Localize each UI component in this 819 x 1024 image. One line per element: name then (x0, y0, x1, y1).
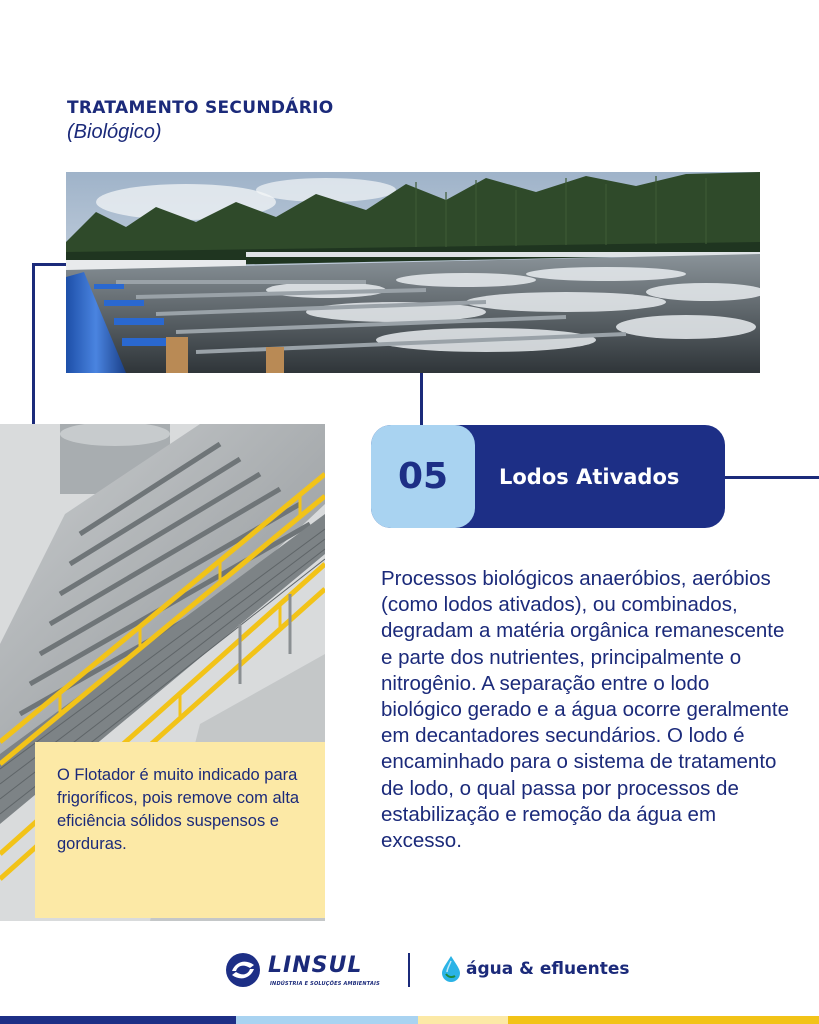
step-label: Lodos Ativados (499, 464, 680, 489)
bottom-bar-navy (0, 1016, 236, 1024)
flotator-note (35, 742, 325, 918)
connector-line (32, 263, 68, 266)
step-number-box (371, 425, 475, 528)
footer-divider (408, 953, 410, 987)
page-title: TRATAMENTO SECUNDÁRIO (67, 98, 334, 118)
brand-tagline: INDÚSTRIA E SOLUÇÕES AMBIENTAIS (270, 981, 380, 987)
partner-name: água & efluentes (466, 959, 630, 979)
bottom-bar-lightblue (236, 1016, 418, 1024)
top-photo (66, 172, 760, 373)
page-subtitle: (Biológico) (67, 121, 162, 143)
bottom-bar-yellow (508, 1016, 819, 1024)
flotator-note-text: O Flotador é muito indicado para frigoríficos, pois remove com alta eficiência sólidos suspensos e gorduras. (57, 766, 300, 853)
linsul-logo-icon (224, 951, 262, 989)
water-drop-icon (440, 955, 462, 983)
aeration-tank-image (66, 172, 760, 373)
bottom-bar-cream (418, 1016, 508, 1024)
brand-name: LINSUL (268, 953, 363, 978)
step-number: 05 (397, 456, 449, 497)
page-heading (67, 98, 333, 144)
footer-logos (0, 945, 819, 995)
connector-line (725, 476, 819, 479)
connector-line (420, 373, 423, 425)
description-text: Processos biológicos anaeróbios, aeróbios (como lodos ativados), ou combinados, degradam a matéria orgânica remanescente e parte dos nutrientes, principalmente o nitrogênio. A separação entre o lodo biológico gerado e a água ocorre geralmente em decantadores secundários. O lodo é encaminhado para o sistema de tratamento de lodo, o qual passa por processos de estabilização e remoção da água em excesso. (381, 567, 789, 853)
step-badge (371, 425, 725, 528)
